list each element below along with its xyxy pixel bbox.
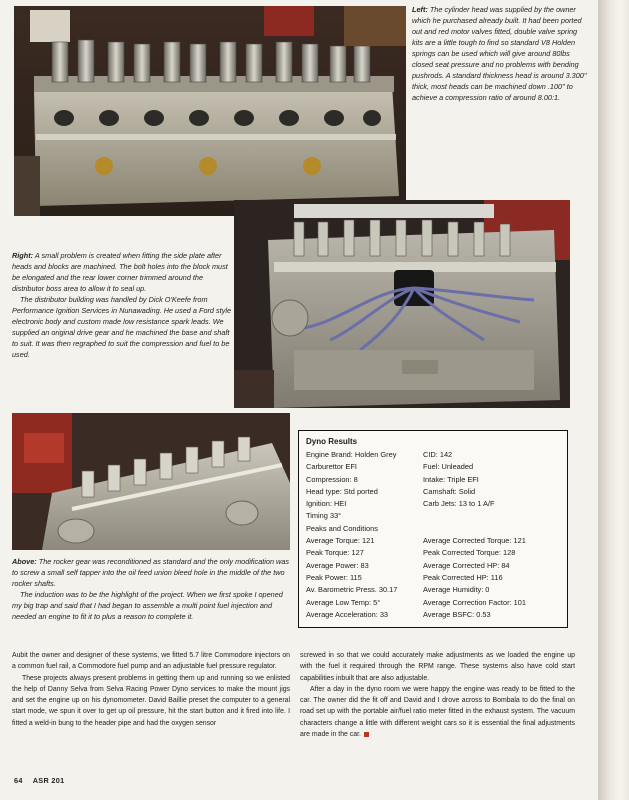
caption-above-text-2: The induction was to be the highlight of the project. When we first spoke I opened my big trap and said that I had began to assemble a multi point fuel injection and needed an engine to fit it to plus a reason to complete it.	[12, 590, 283, 621]
caption-above-text-1: The rocker gear was reconditioned as standard and the only modification was to screw a small self tapper into the oil feed union bleed hole in the middle of the two rocker shafts.	[12, 557, 290, 588]
page-number: 64	[14, 776, 23, 785]
caption-left	[412, 4, 590, 103]
dyno-spec	[423, 510, 526, 522]
dyno-spec: Fuel: Unleaded	[423, 462, 474, 472]
dyno-spec: Intake: Triple EFI	[423, 474, 479, 484]
caption-right-text-1: A small problem is created when fitting the side plate after heads and blocks are machined. The bolt holes into the block must be elongated and the rear lower corner trimmed around the distributor boss area to allow it to seal up.	[12, 251, 228, 293]
dyno-spec: Average Power: 83	[306, 560, 369, 570]
dyno-spec: Timing 33°	[306, 511, 342, 521]
caption-right-text-2: The distributor building was handled by Dick O'Keefe from Performance Ignition Services in Nunawading. He used a Ford style electronic body and custom made low resistance spark leads. We supplied an original drive gear and he machined the base and shaft to suit. It was then regraphed to suit the compression and fuel to be used.	[12, 295, 232, 359]
dyno-spec: Peak Corrected HP: 116	[423, 572, 503, 582]
body-column-left	[12, 650, 290, 729]
dyno-spec: Average Low Temp: 5°	[306, 597, 381, 607]
dyno-spec: Average Corrected Torque: 121	[423, 536, 526, 546]
dyno-spec: Carburettor EFI	[306, 462, 357, 472]
page-folio	[14, 776, 74, 785]
caption-left-text: The cylinder head was supplied by the owner which he purchased already built. It had been ported out and red motor valves fitted, double valve spring kits are a little tough to find so standard V8 Holden springs can be used which will give around 80lbs closed seat pressure and no problems with bending pushrods. A standard thickness head is around 3.300" thick, most heads can be machined down .100" to achieve a compression ratio of around 8.00:1.	[412, 5, 587, 102]
end-mark-icon	[364, 732, 369, 737]
dyno-spec: Peak Power: 115	[306, 572, 362, 582]
dyno-spec: Average Correction Factor: 101	[423, 597, 526, 607]
caption-left-lead: Left:	[412, 5, 428, 14]
photo-rocker-gear	[12, 413, 290, 550]
dyno-spec: Average Torque: 121	[306, 536, 375, 546]
photo-engine-ignition	[234, 200, 570, 408]
body-column-right	[300, 650, 575, 740]
dyno-spec: Av. Barometric Press. 30.17	[306, 585, 398, 595]
dyno-spec: Compression: 8	[306, 474, 358, 484]
photo-cylinder-head	[14, 6, 406, 216]
dyno-results-box	[298, 430, 568, 628]
dyno-spec: Peaks and Conditions	[306, 523, 378, 533]
caption-right	[12, 250, 232, 360]
body-paragraph: These projects always present problems in getting them up and running so we enlisted the help of Danny Selva from Selva Racing Power Dyno services to make the mount jigs and set the engine up on his dynomometer. David Baillie preset the computer to a general start mode, we spun it over to get up oil pressure, hit the start button and it fired into life. I fitted a weld-in bung to the header pipe and had the oxygen sensor	[12, 674, 290, 727]
dyno-spec: CID: 142	[423, 450, 453, 459]
caption-right-lead: Right:	[12, 251, 34, 260]
caption-above-lead: Above:	[12, 557, 37, 566]
body-paragraph: screwed in so that we could accurately make adjustments as we loaded the engine up with the fuel it required through the RPM range. These systems also have cold start capabilities inbuilt that are also adjustable.	[300, 652, 575, 682]
dyno-spec: Ignition: HEI	[306, 499, 347, 509]
dyno-spec: Head type: Std ported	[306, 486, 378, 496]
caption-above	[12, 556, 290, 622]
dyno-column-left	[306, 449, 397, 621]
dyno-spec: Average BSFC: 0.53	[423, 609, 491, 619]
dyno-spec: Peak Corrected Torque: 128	[423, 548, 516, 558]
dyno-spec	[423, 523, 526, 535]
dyno-spec: Carb Jets: 13 to 1 A/F	[423, 499, 495, 509]
dyno-spec: Engine Brand: Holden Grey	[306, 450, 397, 459]
dyno-spec: Average Acceleration: 33	[306, 609, 389, 619]
dyno-spec: Peak Torque: 127	[306, 548, 364, 558]
issue-label: ASR 201	[32, 776, 65, 785]
dyno-column-right	[423, 449, 526, 621]
page-gutter	[598, 0, 629, 800]
body-paragraph: Aubit the owner and designer of these systems, we fitted 5.7 litre Commodore injectors on a common fuel rail, a Commodore fuel pump and an adjustable fuel pressure regulator.	[12, 652, 290, 671]
dyno-spec: Camshaft: Solid	[423, 486, 476, 496]
dyno-spec: Average Humidity: 0	[423, 585, 490, 595]
dyno-spec: Average Corrected HP: 84	[423, 560, 510, 570]
body-paragraph: After a day in the dyno room we were happy the engine was ready to be fitted to the car. The owner did the fit off and David and I drove across to Bombala to do the final on road set up with the portable air/fuel ratio meter fitted in the exhaust system. The vacuum characters change a little with different weight cars so it is essential the final adjustments are made in the car.	[300, 685, 575, 739]
dyno-title: Dyno Results	[306, 437, 358, 446]
